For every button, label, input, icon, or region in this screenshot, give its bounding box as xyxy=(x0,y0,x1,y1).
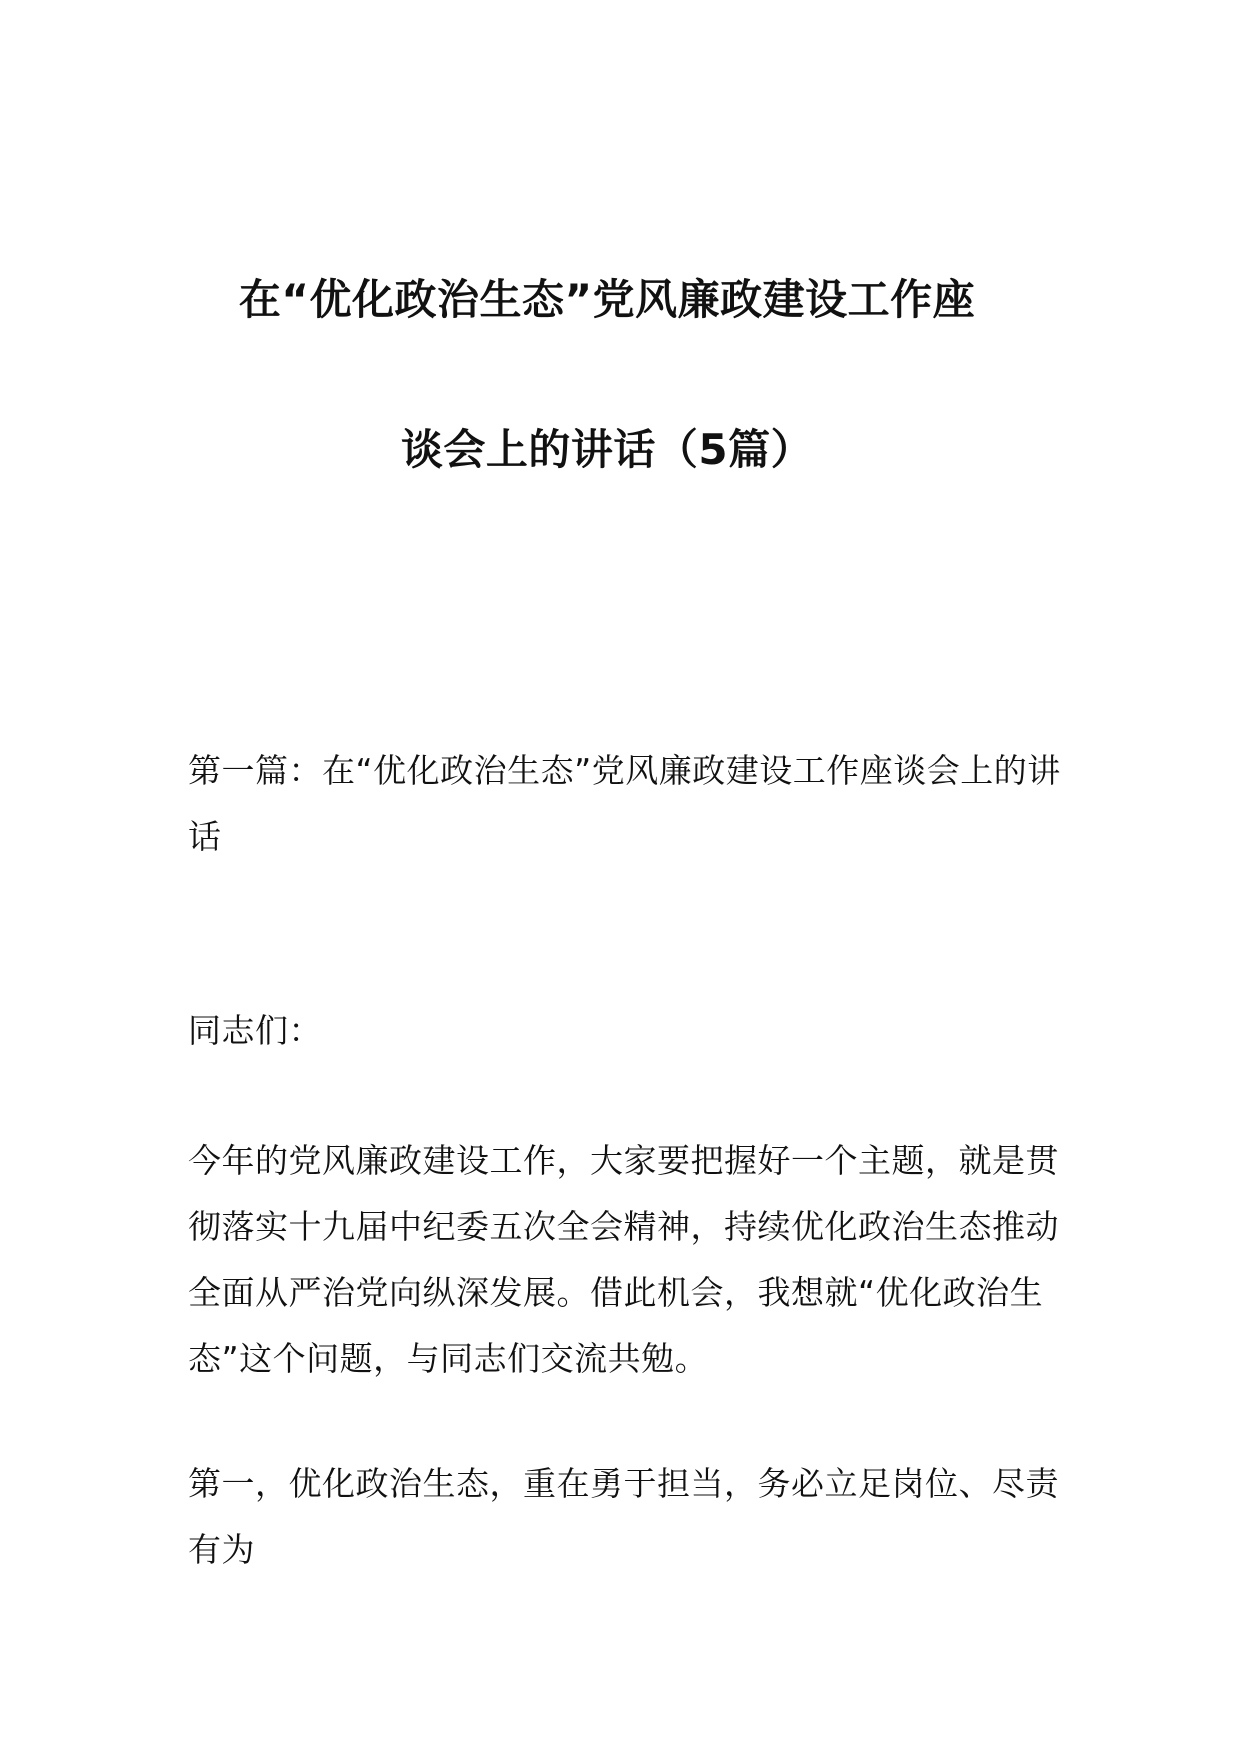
document-title-line-2: 谈会上的讲话（5篇） xyxy=(400,425,814,474)
section-heading: 第一，优化政治生态，重在勇于担当，务必立足岗位、尽责有为 xyxy=(188,1464,1059,1569)
document-title-line-1: 在“优化政治生态”党风廉政建设工作座 xyxy=(238,275,976,324)
chapter-heading: 第一篇：在“优化政治生态”党风廉政建设工作座谈会上的讲话 xyxy=(188,751,1061,856)
salutation: 同志们： xyxy=(188,1011,322,1050)
body-paragraph: 今年的党风廉政建设工作，大家要把握好一个主题，就是贯彻落实十九届中纪委五次全会精神，持续优化政治生态推动全面从严治党向纵深发展。借此机会，我想就“优化政治生态”这个问题，与同志们交流共勉。 xyxy=(188,1141,1059,1378)
